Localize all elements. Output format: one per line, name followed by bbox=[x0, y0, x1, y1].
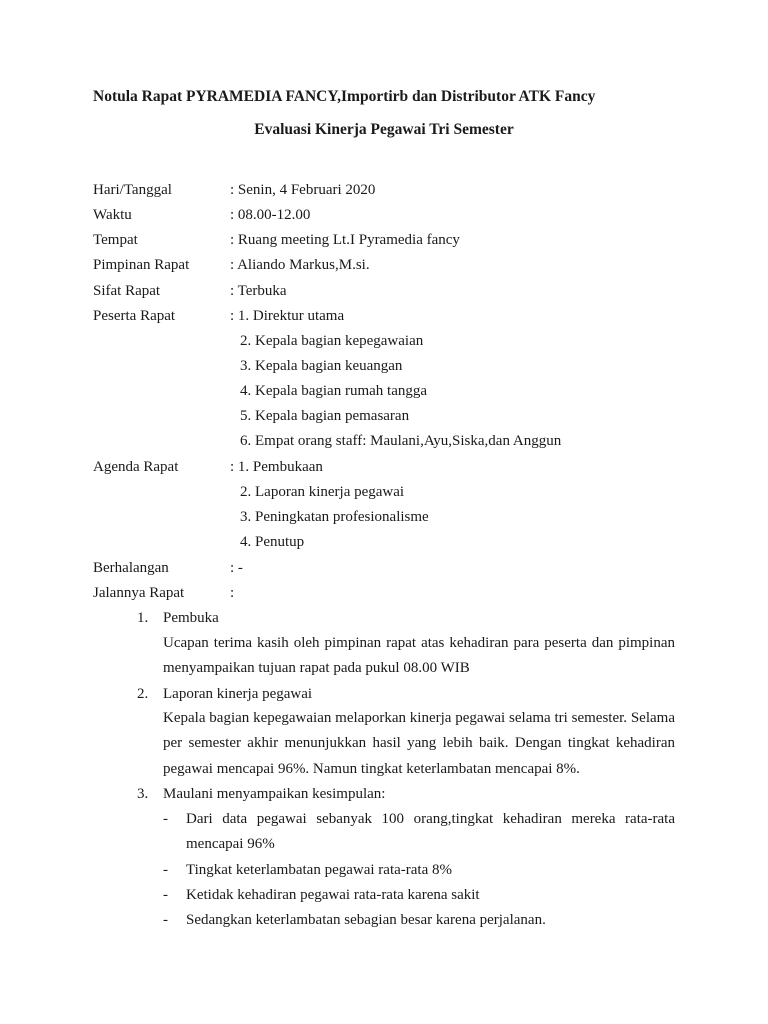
section-title: Maulani menyampaikan kesimpulan: bbox=[163, 786, 386, 802]
peserta-item: 6. Empat orang staff: Maulani,Ayu,Siska,dan Anggun bbox=[240, 433, 562, 449]
section-number: 3. bbox=[137, 786, 149, 802]
agenda-item: 2. Laporan kinerja pegawai bbox=[240, 484, 405, 500]
peserta-label: Peserta Rapat bbox=[93, 308, 176, 324]
pimpinan-value: : Aliando Markus,M.si. bbox=[230, 257, 370, 273]
peserta-item: 5. Kepala bagian pemasaran bbox=[240, 408, 410, 424]
bullet-dash: - bbox=[163, 862, 168, 878]
waktu-value: : 08.00-12.00 bbox=[230, 207, 311, 223]
sifat-value: : Terbuka bbox=[230, 283, 287, 299]
bullet-item: Sedangkan keterlambatan sebagian besar karena perjalanan. bbox=[186, 912, 546, 928]
berhalangan-value: : - bbox=[230, 560, 243, 576]
bullet-item: Tingkat keterlambatan pegawai rata-rata 8% bbox=[186, 862, 453, 878]
tempat-value: : Ruang meeting Lt.I Pyramedia fancy bbox=[230, 232, 460, 248]
pimpinan-label: Pimpinan Rapat bbox=[93, 257, 190, 273]
jalannya-value: : bbox=[230, 585, 235, 601]
peserta-item: 3. Kepala bagian keuangan bbox=[240, 358, 403, 374]
bullet-dash: - bbox=[163, 811, 168, 827]
agenda-label: Agenda Rapat bbox=[93, 459, 179, 475]
bullet-item: Dari data pegawai sebanyak 100 orang,tingkat kehadiran mereka rata-rata mencapai 96% bbox=[186, 811, 675, 853]
jalannya-label: Jalannya Rapat bbox=[93, 585, 185, 601]
peserta-item: 4. Kepala bagian rumah tangga bbox=[240, 383, 428, 399]
tempat-label: Tempat bbox=[93, 232, 138, 248]
agenda-item: 4. Penutup bbox=[240, 534, 305, 550]
agenda-item: : 1. Pembukaan bbox=[230, 459, 323, 475]
bullet-dash: - bbox=[163, 887, 168, 903]
section-number: 2. bbox=[137, 686, 149, 702]
document-subtitle: Evaluasi Kinerja Pegawai Tri Semester bbox=[254, 121, 514, 138]
section-paragraph: Kepala bagian kepegawaian melaporkan kinerja pegawai selama tri semester. Selama per semester akhir menunjukkan hasil yang lebih baik. Dengan tingkat kehadiran pegawai mencapai 96%. Namun tingkat keterlambatan mencapai 8%. bbox=[163, 710, 675, 777]
hari-label: Hari/Tanggal bbox=[93, 182, 172, 198]
agenda-item: 3. Peningkatan profesionalisme bbox=[240, 509, 429, 525]
bullet-item: Ketidak kehadiran pegawai rata-rata karena sakit bbox=[186, 887, 480, 903]
waktu-label: Waktu bbox=[93, 207, 132, 223]
section-title: Pembuka bbox=[163, 610, 219, 626]
peserta-item: 2. Kepala bagian kepegawaian bbox=[240, 333, 424, 349]
sifat-label: Sifat Rapat bbox=[93, 283, 161, 299]
section-paragraph: Ucapan terima kasih oleh pimpinan rapat atas kehadiran para peserta dan pimpinan menyampaikan tujuan rapat pada pukul 08.00 WIB bbox=[163, 635, 675, 677]
document-title: Notula Rapat PYRAMEDIA FANCY,Importirb dan Distributor ATK Fancy bbox=[93, 88, 596, 105]
bullet-dash: - bbox=[163, 912, 168, 928]
section-number: 1. bbox=[137, 610, 149, 626]
berhalangan-label: Berhalangan bbox=[93, 560, 169, 576]
section-title: Laporan kinerja pegawai bbox=[163, 686, 313, 702]
hari-value: : Senin, 4 Februari 2020 bbox=[230, 182, 376, 198]
peserta-item: : 1. Direktur utama bbox=[230, 308, 345, 324]
